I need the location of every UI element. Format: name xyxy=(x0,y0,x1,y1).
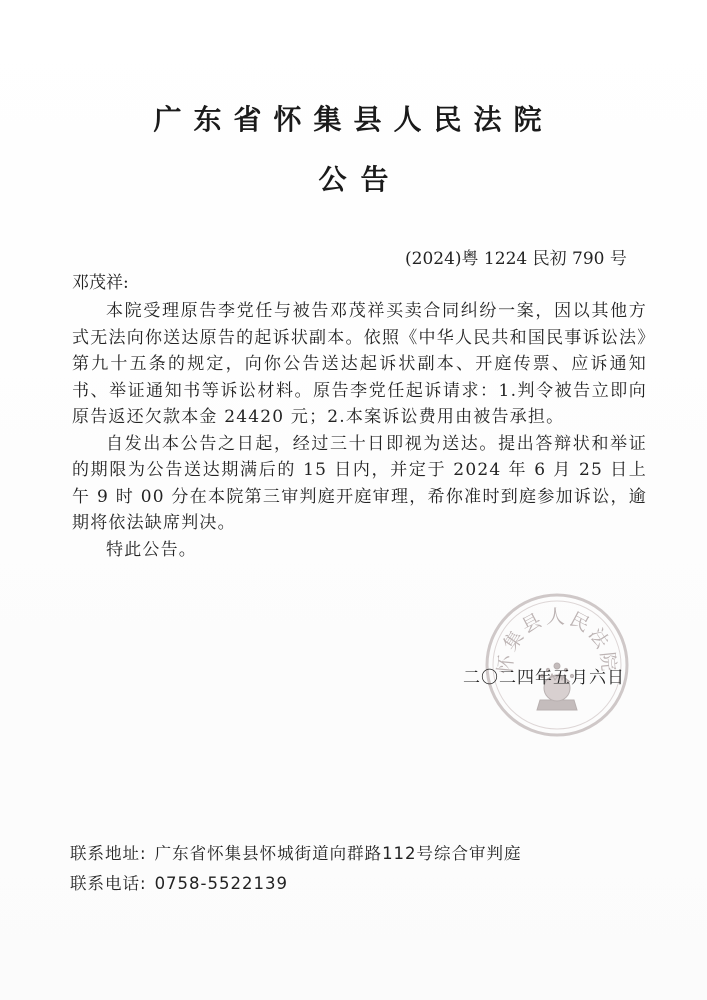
signature-date: 二〇二四年五月六日 xyxy=(463,668,625,688)
contact-address-line xyxy=(70,840,522,864)
paragraph-case-summary: 本院受理原告李党任与被告邓茂祥买卖合同纠纷一案，因以其他方式无法向你送达原告的起诉状副本。依照《中华人民共和国民事诉讼法》第九十五条的规定，向你公告送达起诉状副本、开庭传票、应诉通知书、举证通知书等诉讼材料。原告李党任起诉请求：1.判令被告立即向原告返还欠款本金 24420 元；2.本案诉讼费用由被告承担。 xyxy=(72,301,647,427)
contact-address-label: 联系地址: xyxy=(70,844,147,863)
case-number: (2024)粤 1224 民初 790 号 xyxy=(405,249,627,269)
notice-body xyxy=(72,298,647,563)
contact-address-value: 广东省怀集县怀城街道向群路112号综合审判庭 xyxy=(154,844,522,863)
court-name-title: 广东省怀集县人民法院 xyxy=(153,103,554,136)
contact-phone-line xyxy=(70,870,288,894)
seal-text: 怀集县人民法院 xyxy=(494,606,620,675)
addressee: 邓茂祥: xyxy=(72,273,129,293)
paragraph-closing: 特此公告。 xyxy=(106,539,197,560)
contact-phone-value: 0758-5522139 xyxy=(154,874,288,893)
paragraph-hearing-details: 自发出本公告之日起，经过三十日即视为送达。提出答辩状和举证的期限为公告送达期满后的 15 日内，并定于 2024 年 6 月 25 日上午 9 时 00 分在本院第三审判庭开庭审理，希你准时到庭参加诉讼，逾期将依法缺席判决。 xyxy=(72,433,647,533)
document-type-title: 公告 xyxy=(318,163,403,196)
contact-phone-label: 联系电话: xyxy=(70,874,147,893)
